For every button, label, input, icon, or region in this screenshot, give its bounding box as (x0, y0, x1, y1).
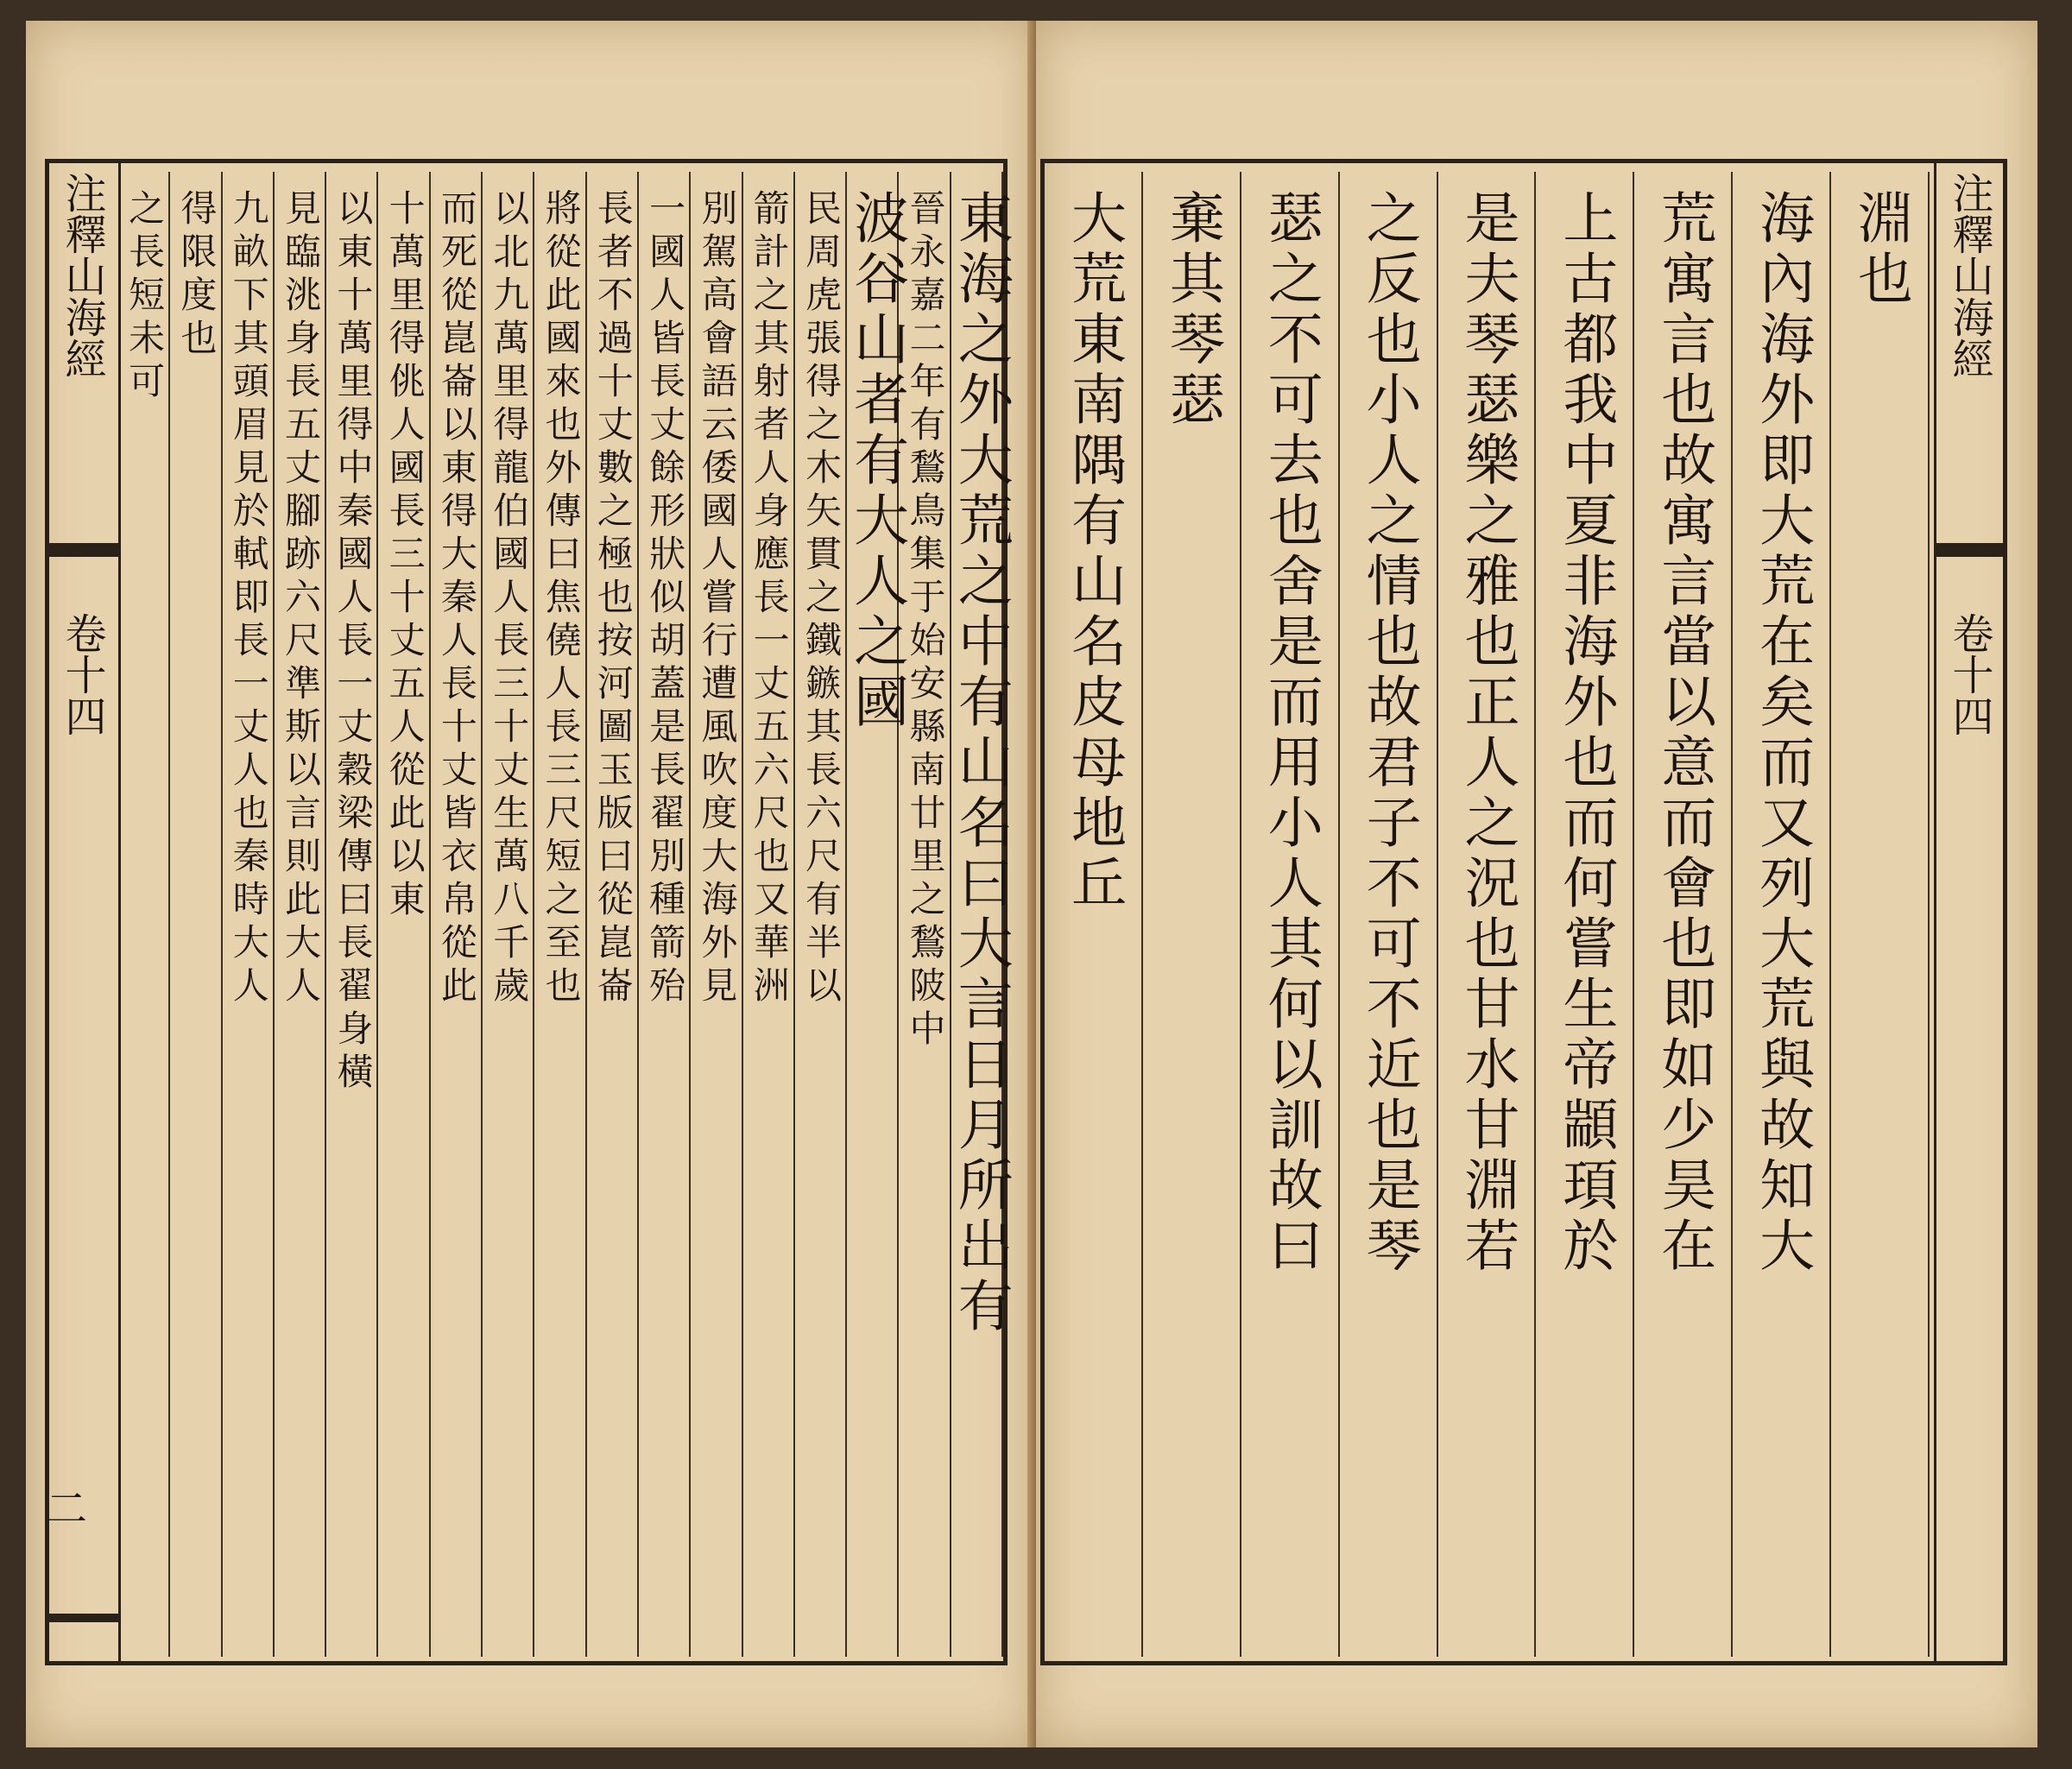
text-column (1241, 172, 1340, 1657)
text-column (170, 172, 222, 1657)
right-page (1036, 21, 2037, 1747)
right-margin-strip (1934, 163, 2006, 1661)
text-column (899, 172, 951, 1657)
left-page (26, 21, 1036, 1747)
column-text: 九畝下其頭眉見於軾即長一丈人也秦時大人 (227, 189, 270, 1009)
margin-title: 注釋山海經 (1945, 172, 1993, 379)
column-text: 之反也小人之情也故君子不可不近也是琴 (1356, 189, 1421, 1277)
text-column (691, 172, 742, 1657)
left-margin-strip (49, 163, 121, 1661)
column-text: 之長短未可 (123, 189, 167, 405)
column-text: 將從此國來也外傳曰焦僥人長三尺短之至也 (540, 189, 583, 1009)
column-text: 晉永嘉二年有鶖鳥集于始安縣南廿里之鶖陂中 (904, 189, 947, 1052)
text-column (534, 172, 586, 1657)
column-text: 以北九萬里得龍伯國人長三十丈生萬八千歲 (488, 189, 531, 1009)
text-column (1340, 172, 1438, 1657)
text-column (795, 172, 847, 1657)
text-column (326, 172, 378, 1657)
folio-number: 二 (46, 1485, 88, 1533)
text-column (587, 172, 639, 1657)
column-text: 一國人皆長丈餘形狀似胡蓋是長翟別種箭殆 (644, 189, 687, 1009)
column-text: 瑟之不可去也舍是而用小人其何以訓故曰 (1258, 189, 1323, 1277)
margin-title: 注釋山海經 (58, 172, 106, 379)
text-column (1536, 172, 1634, 1657)
column-text: 十萬里得佻人國長三十丈五人從此以東 (383, 189, 426, 923)
column-text: 東海之外大荒之中有山名曰大言日月所出有 (948, 189, 1013, 1337)
column-text: 見臨洮身長五丈腳跡六尺準斯以言則此大人 (280, 189, 323, 1009)
text-column (431, 172, 483, 1657)
fishtail-mark (49, 1614, 118, 1622)
column-text: 別駕高會語云倭國人嘗行遭風吹度大海外見 (696, 189, 739, 1009)
text-column (378, 172, 430, 1657)
margin-volume: 卷十四 (58, 612, 106, 736)
column-text: 波谷山者有大人之國 (844, 189, 909, 733)
text-column (1634, 172, 1733, 1657)
text-column (1831, 172, 1930, 1657)
column-text: 上古都我中夏非海外也而何嘗生帝顓頊於 (1553, 189, 1618, 1277)
left-page-frame (45, 159, 1013, 1665)
column-text: 荒寓言也故寓言當以意而會也即如少昊在 (1652, 189, 1716, 1277)
column-text: 而死從崑崙以東得大秦人長十丈皆衣帛從此 (435, 189, 478, 1009)
column-text: 長者不過十丈數之極也按河圖玉版曰從崑崙 (591, 189, 635, 1009)
margin-volume: 卷十四 (1945, 612, 1993, 736)
fishtail-mark (1936, 543, 2006, 557)
text-column (483, 172, 534, 1657)
text-column (223, 172, 275, 1657)
text-column (948, 172, 1013, 1657)
column-text: 淵也 (1848, 189, 1913, 310)
right-page-frame (1040, 159, 2007, 1665)
column-text: 大荒東南隅有山名皮母地丘 (1061, 189, 1126, 914)
text-column (1045, 172, 1143, 1657)
text-column (1438, 172, 1537, 1657)
column-text: 是夫琴瑟樂之雅也正人之況也甘水甘淵若 (1455, 189, 1519, 1277)
column-text: 海內海外即大荒在矣而又列大荒與故知大 (1750, 189, 1815, 1277)
text-column (743, 172, 795, 1657)
column-text: 箭計之其射者人身應長一丈五六尺也又華洲 (748, 189, 791, 1009)
column-text: 得限度也 (175, 189, 218, 362)
text-column (1733, 172, 1831, 1657)
column-text: 以東十萬里得中秦國人長一丈穀梁傳曰長翟身橫 (332, 189, 375, 1096)
fishtail-mark (49, 543, 118, 557)
text-column (639, 172, 691, 1657)
text-column (1143, 172, 1241, 1657)
column-text: 民周虎張得之木矢貫之鐵鏃其長六尺有半以 (799, 189, 843, 1009)
column-text: 棄其琴瑟 (1159, 189, 1224, 431)
text-column (275, 172, 326, 1657)
text-column (118, 172, 170, 1657)
text-column (844, 172, 909, 1657)
